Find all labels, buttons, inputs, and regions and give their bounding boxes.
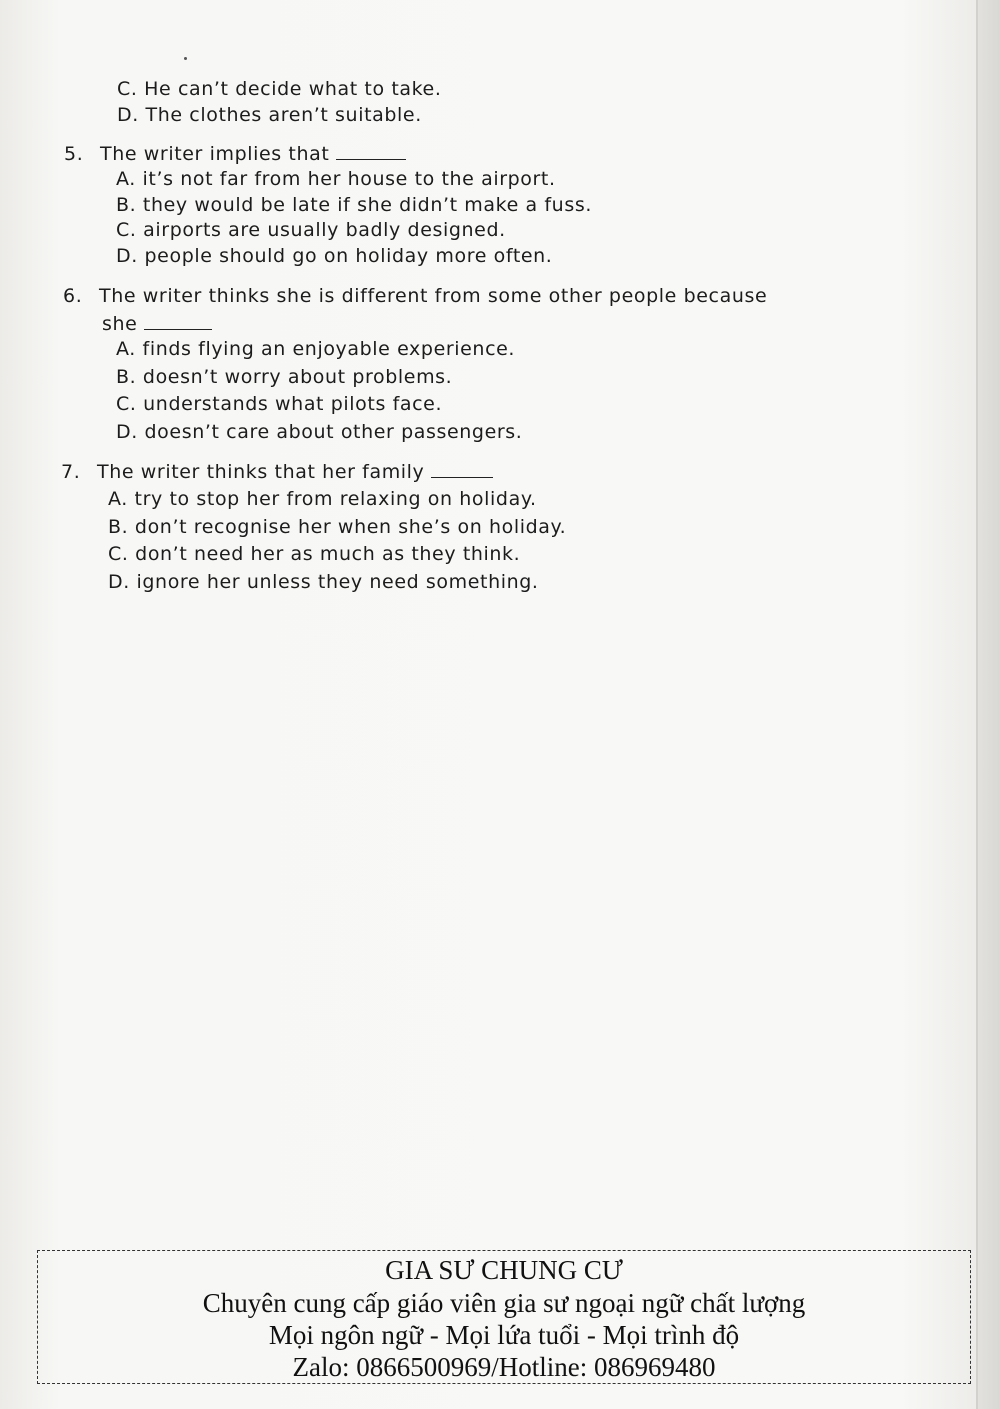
speck — [184, 57, 187, 60]
option-5a: A. it’s not far from her house to the airport. — [116, 168, 556, 190]
option-7c: C. don’t need her as much as they think. — [108, 543, 521, 565]
question-6-stem-cont: she — [102, 313, 212, 335]
footer-line-1: Chuyên cung cấp giáo viên gia sư ngoại ngữ chất lượng — [202, 1288, 806, 1318]
answer-blank — [431, 463, 493, 478]
page-edge — [978, 0, 1000, 1409]
option-5d: D. people should go on holiday more often. — [116, 245, 553, 267]
option-7b: B. don’t recognise her when she’s on holiday. — [108, 516, 567, 538]
footer-line-2: Mọi ngôn ngữ - Mọi lứa tuổi - Mọi trình độ — [268, 1320, 740, 1350]
option-5c: C. airports are usually badly designed. — [116, 219, 506, 241]
footer-title: GIA SƯ CHUNG CƯ — [385, 1255, 623, 1285]
option-6c: C. understands what pilots face. — [116, 393, 443, 415]
option-4c: C. He can’t decide what to take. — [117, 78, 442, 100]
footer-line-3: Zalo: 0866500969/Hotline: 086969480 — [292, 1352, 716, 1382]
question-5-stem: 5. The writer implies that — [64, 143, 406, 165]
answer-blank — [144, 315, 212, 330]
option-6a: A. finds flying an enjoyable experience. — [116, 338, 516, 360]
question-7-stem: 7. The writer thinks that her family — [61, 461, 493, 483]
option-7d: D. ignore her unless they need something. — [108, 571, 539, 593]
footer-ad-box — [37, 1250, 971, 1384]
option-7a: A. try to stop her from relaxing on holiday. — [108, 488, 537, 510]
option-6b: B. doesn’t worry about problems. — [116, 366, 453, 388]
answer-blank — [336, 145, 406, 160]
option-6d: D. doesn’t care about other passengers. — [116, 421, 523, 443]
option-5b: B. they would be late if she didn’t make a fuss. — [116, 194, 592, 216]
option-4d: D. The clothes aren’t suitable. — [117, 104, 422, 126]
question-6-stem: 6. The writer thinks she is different from some other people because — [63, 285, 768, 307]
